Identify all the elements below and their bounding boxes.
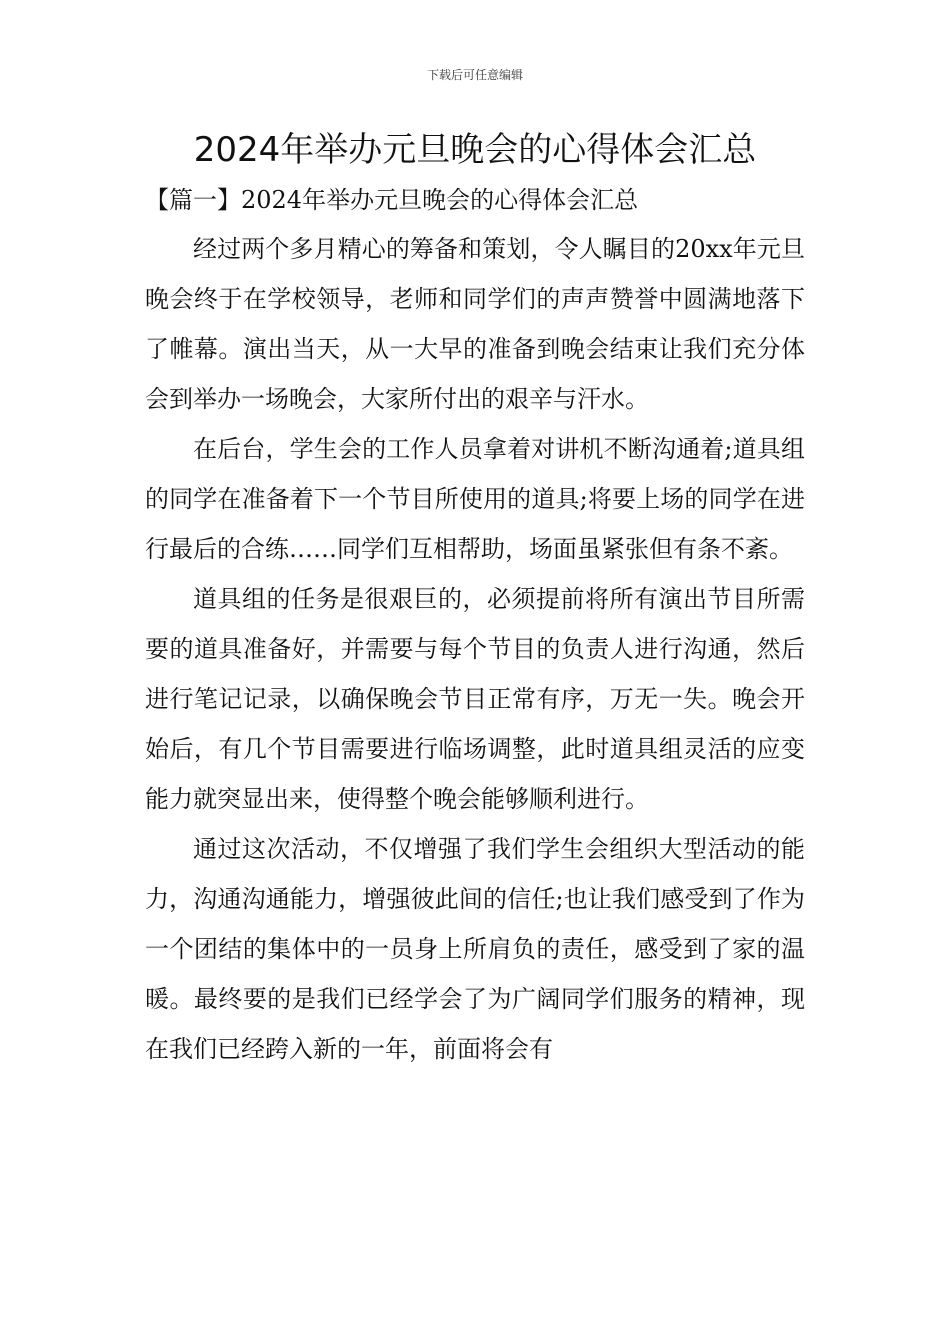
document-body <box>145 224 805 1074</box>
body-paragraph: 道具组的任务是很艰巨的，必须提前将所有演出节目所需要的道具准备好，并需要与每个节目的负责人进行沟通，然后进行笔记记录，以确保晚会节目正常有序，万无一失。晚会开始后，有几个节目需要进行临场调整，此时道具组灵活的应变能力就突显出来，使得整个晚会能够顺利进行。 <box>145 585 805 813</box>
document-title: 2024年举办元旦晚会的心得体会汇总 <box>193 130 757 170</box>
page-header-note: 下载后可任意编辑 <box>426 68 523 82</box>
body-paragraph: 经过两个多月精心的筹备和策划，令人瞩目的20xx年元旦晚会终于在学校领导，老师和同学们的声声赞誉中圆满地落下了帷幕。演出当天，从一大早的准备到晚会结束让我们充分体会到举办一场晚会，大家所付出的艰辛与汗水。 <box>145 235 805 413</box>
body-paragraph: 在后台，学生会的工作人员拿着对讲机不断沟通着;道具组的同学在准备着下一个节目所使用的道具;将要上场的同学在进行最后的合练……同学们互相帮助，场面虽紧张但有条不紊。 <box>145 435 805 563</box>
body-paragraph: 通过这次活动，不仅增强了我们学生会组织大型活动的能力，沟通沟通能力，增强彼此间的信任;也让我们感受到了作为一个团结的集体中的一员身上所肩负的责任，感受到了家的温暖。最终要的是我们已经学会了为广阔同学们服务的精神，现在我们已经跨入新的一年，前面将会有 <box>145 835 805 1063</box>
section-heading: 【篇一】2024年举办元旦晚会的心得体会汇总 <box>145 186 639 214</box>
